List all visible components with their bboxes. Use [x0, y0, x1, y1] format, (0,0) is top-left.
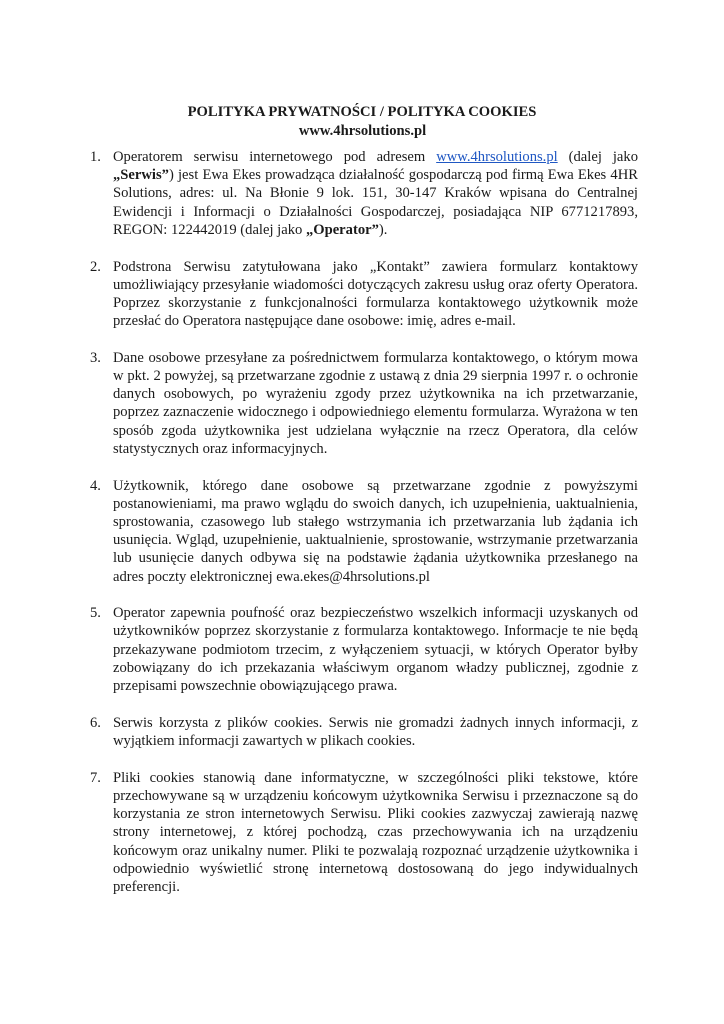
- item-number: 3.: [90, 349, 101, 366]
- item-number: 7.: [90, 769, 101, 786]
- item-text: Operator zapewnia poufność oraz bezpieczeństwo wszelkich informacji uzyskanych od użytkowników poprzez skorzystanie z formularza kontaktowego. Informacje te nie będą przekazywane podmiotom trzecim, z wyłączeniem sytuacji, w których Operator byłby zobowiązany do ich przekazania właściwym organom władzy publicznej, zgodnie z przepisami powszechnie obowiązującego prawa.: [113, 605, 638, 695]
- operator-term: „Operator”: [305, 221, 379, 238]
- serwis-term: „Serwis”: [113, 167, 169, 184]
- item-number: 6.: [90, 714, 101, 731]
- policy-list: [86, 148, 638, 915]
- list-item: [86, 477, 638, 586]
- item-text: Operatorem serwisu internetowego pod adresem www.4hrsolutions.pl (dalej jako „Serwis”) jest Ewa Ekes prowadząca działalność gospodarczą pod firmą Ewa Ekes 4HR Solutions, adres: ul. Na Błonie 9 lok. 151, 30-147 Kraków wpisana do Centralnej Ewidencji i Informacji o Działalności Gospodarczej, posiadająca NIP 6771217893, REGON: 122442019 (dalej jako „Operator”).: [113, 149, 638, 238]
- item-number: 4.: [90, 477, 101, 494]
- item-number: 2.: [90, 258, 101, 275]
- item-text: Użytkownik, którego dane osobowe są przetwarzane zgodnie z powyższymi postanowieniami, ma prawo wglądu do swoich danych, ich uzupełnienia, uaktualnienia, sprostowania, czasowego lub stałego wstrzymania ich przetwarzania lub żądania ich usunięcia. Wgląd, uzupełnienie, uaktualnienie, sprostowanie, wstrzymanie przetwarzania lub usunięcie danych odbywa się na podstawie żądania użytkownika przesłanego na adres poczty elektronicznej ewa.ekes@4hrsolutions.pl: [113, 477, 638, 585]
- item-text: Serwis korzysta z plików cookies. Serwis nie gromadzi żadnych innych informacji, z wyjątkiem informacji zawartych w plikach cookies.: [113, 714, 638, 749]
- list-item: [86, 604, 638, 695]
- document-header: [0, 103, 724, 141]
- list-item: [86, 714, 638, 750]
- list-item: [86, 148, 638, 239]
- item-number: 5.: [90, 605, 101, 622]
- website-link[interactable]: www.4hrsolutions.pl: [436, 149, 558, 165]
- item-text: Dane osobowe przesyłane za pośrednictwem formularza kontaktowego, o którym mowa w pkt. 2 powyżej, są przetwarzane zgodnie z ustawą z dnia 29 sierpnia 1997 r. o ochronie danych osobowych, po wyrażeniu zgody przez użytkownika na ich przetwarzanie, poprzez zaznaczenie widocznego i odpowiedniego elementu formularza. Wyrażona w ten sposób zgoda użytkownika jest udzielana wyłącznie na rzecz Operatora, dla celów statystycznych oraz informacyjnych.: [113, 349, 638, 457]
- list-item: [86, 258, 638, 331]
- item-text: Podstrona Serwisu zatytułowana jako „Kontakt” zawiera formularz kontaktowy umożliwiający przesyłanie wiadomości dotyczących zakresu usług oraz oferty Operatora. Poprzez skorzystanie z funkcjonalności formularza kontaktowego użytkownik może przesłać do Operatora następujące dane osobowe: imię, adres e-mail.: [113, 258, 638, 330]
- item-number: 1.: [90, 149, 101, 165]
- document-subtitle: www.4hrsolutions.pl: [298, 123, 427, 139]
- list-item: [86, 769, 638, 896]
- list-item: [86, 349, 638, 458]
- document-title: POLITYKA PRYWATNOŚCI / POLITYKA COOKIES: [187, 104, 537, 120]
- item-text: Pliki cookies stanowią dane informatyczne, w szczególności pliki tekstowe, które przechowywane są w urządzeniu końcowym użytkownika Serwisu i przeznaczone są do korzystania ze stron internetowych Serwisu. Pliki cookies zazwyczaj zawierają nazwę strony internetowej, z której pochodzą, czas przechowywania ich na urządzeniu końcowym oraz unikalny numer. Pliki te pozwalają rozpoznać urządzenie użytkownika i odpowiednio wyświetlić stronę internetową dostosowaną do jego indywidualnych preferencji.: [113, 769, 638, 895]
